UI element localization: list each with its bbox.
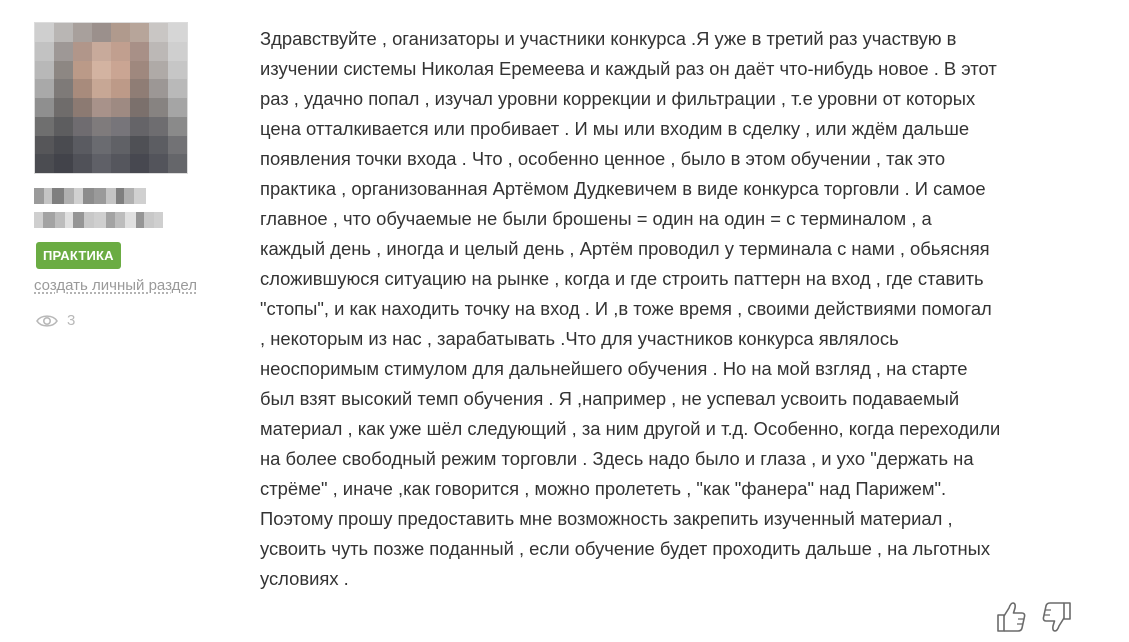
post-line: цена отталкивается или пробивает . И мы или входим в сделку , или ждём дальше	[260, 118, 970, 139]
avatar-pixel	[54, 42, 73, 61]
like-button[interactable]	[994, 600, 1028, 634]
avatar-pixel	[35, 61, 54, 80]
name-pixel	[116, 188, 124, 204]
avatar-pixel	[73, 23, 92, 42]
thumbs-down-icon	[1040, 600, 1074, 634]
avatar-pixel	[168, 98, 187, 117]
thumbs-up-icon	[994, 600, 1028, 634]
author-name-pixelated[interactable]	[34, 188, 146, 204]
post-line: был взят высокий темп обучения . Я ,например , не успевал усвоить подаваемый	[260, 388, 960, 409]
avatar-pixel	[111, 79, 130, 98]
name-pixel	[106, 188, 116, 204]
avatar-pixel	[111, 154, 130, 173]
avatar-pixel	[149, 42, 168, 61]
avatar-pixel	[54, 117, 73, 136]
avatar-pixel	[73, 136, 92, 155]
avatar-pixel	[168, 79, 187, 98]
avatar-pixel	[168, 117, 187, 136]
avatar-pixel	[130, 98, 149, 117]
avatar-pixel	[35, 42, 54, 61]
name-pixel	[134, 188, 146, 204]
dislike-button[interactable]	[1040, 600, 1074, 634]
pixelated-avatar-image	[35, 23, 187, 173]
name-pixel	[136, 212, 144, 228]
name-pixel	[106, 212, 115, 228]
avatar-pixel	[111, 98, 130, 117]
post-line: материал , как уже шёл следующий , за ним другой и т.д. Особенно, когда переходили	[260, 418, 1001, 439]
avatar-pixel	[35, 23, 54, 42]
post-line: "стопы", и как находить точку на вход . И ,в тоже время , своими действиями помогал	[260, 298, 992, 319]
create-personal-section-link[interactable]: создать личный раздел	[34, 277, 197, 294]
post-line: стрёме" , иначе ,как говорится , можно пролететь , "как "фанера" над Парижем".	[260, 478, 947, 499]
avatar-pixel	[73, 117, 92, 136]
views-count: 3	[67, 312, 76, 329]
name-pixel	[125, 212, 136, 228]
avatar-pixel	[92, 23, 111, 42]
avatar-pixel	[54, 61, 73, 80]
avatar-pixel	[92, 117, 111, 136]
name-pixel	[144, 212, 154, 228]
name-pixel	[115, 212, 125, 228]
post-line: каждый день , иногда и целый день , Артём проводил у терминала с нами , обьясняя	[260, 238, 990, 259]
author-info-pixelated	[34, 212, 163, 228]
avatar-pixel	[149, 136, 168, 155]
avatar-pixel	[168, 42, 187, 61]
post-line: сложившуюся ситуацию на рынке , когда и где строить паттерн на вход , где ставить	[260, 268, 984, 289]
avatar-pixel	[73, 154, 92, 173]
name-pixel	[94, 188, 106, 204]
avatar-pixel	[73, 98, 92, 117]
avatar-pixel	[92, 154, 111, 173]
avatar-pixel	[130, 42, 149, 61]
avatar-pixel	[130, 154, 149, 173]
avatar-pixel	[54, 98, 73, 117]
avatar-pixel	[92, 61, 111, 80]
avatar-pixel	[149, 154, 168, 173]
avatar-pixel	[54, 154, 73, 173]
post-line: неоспоримым стимулом для дальнейшего обучения . Но на мой взгляд , на старте	[260, 358, 968, 379]
avatar-pixel	[168, 136, 187, 155]
post-line: усвоить чуть позже поданный , если обучение будет проходить дальше , на льготных	[260, 538, 991, 559]
avatar-pixel	[111, 117, 130, 136]
avatar-pixel	[130, 23, 149, 42]
avatar-pixel	[111, 23, 130, 42]
post-line: главное , что обучаемые не были брошены = один на один = с терминалом , а	[260, 208, 932, 229]
post-line: практика , организованная Артёмом Дудкевичем в виде конкурса торговли . И самое	[260, 178, 986, 199]
name-pixel	[52, 188, 64, 204]
post-line: изучении системы Николая Еремеева и каждый раз он даёт что-нибудь новое . В этот	[260, 58, 997, 79]
avatar[interactable]	[34, 22, 188, 174]
avatar-pixel	[149, 23, 168, 42]
name-pixel	[65, 212, 73, 228]
avatar-pixel	[168, 61, 187, 80]
name-pixel	[73, 212, 84, 228]
name-pixel	[94, 212, 106, 228]
avatar-pixel	[149, 79, 168, 98]
post-line: , некоторым из нас , зарабатывать .Что для участников конкурса являлось	[260, 328, 899, 349]
status-badge: ПРАКТИКА	[36, 242, 121, 269]
avatar-pixel	[111, 61, 130, 80]
post-line: условиях .	[260, 568, 349, 589]
avatar-pixel	[149, 61, 168, 80]
avatar-pixel	[168, 154, 187, 173]
name-pixel	[44, 188, 52, 204]
avatar-pixel	[92, 136, 111, 155]
avatar-pixel	[35, 117, 54, 136]
name-pixel	[83, 188, 94, 204]
avatar-pixel	[73, 79, 92, 98]
avatar-pixel	[130, 79, 149, 98]
avatar-pixel	[35, 79, 54, 98]
avatar-pixel	[130, 117, 149, 136]
post-body	[260, 24, 1120, 594]
avatar-pixel	[54, 23, 73, 42]
name-pixel	[74, 188, 83, 204]
name-pixel	[43, 212, 55, 228]
name-pixel	[34, 188, 44, 204]
avatar-pixel	[92, 79, 111, 98]
avatar-pixel	[168, 23, 187, 42]
avatar-pixel	[149, 98, 168, 117]
post-line: Поэтому прошу предоставить мне возможность закрепить изученный материал ,	[260, 508, 953, 529]
avatar-pixel	[130, 61, 149, 80]
avatar-pixel	[73, 61, 92, 80]
avatar-pixel	[35, 154, 54, 173]
post-line: на более свободный режим торговли . Здесь надо было и глаза , и ухо "держать на	[260, 448, 974, 469]
avatar-pixel	[111, 136, 130, 155]
avatar-pixel	[111, 42, 130, 61]
avatar-pixel	[35, 136, 54, 155]
name-pixel	[34, 212, 43, 228]
avatar-pixel	[130, 136, 149, 155]
avatar-pixel	[73, 42, 92, 61]
eye-icon	[36, 314, 58, 328]
name-pixel	[55, 212, 65, 228]
name-pixel	[124, 188, 134, 204]
avatar-pixel	[92, 98, 111, 117]
avatar-pixel	[35, 98, 54, 117]
avatar-pixel	[92, 42, 111, 61]
avatar-pixel	[149, 117, 168, 136]
post-line: Здравствуйте , оганизаторы и участники конкурса .Я уже в третий раз участвую в	[260, 28, 957, 49]
avatar-pixel	[54, 136, 73, 155]
views-counter	[36, 312, 75, 329]
name-pixel	[84, 212, 94, 228]
name-pixel	[154, 212, 163, 228]
post-line: раз , удачно попал , изучал уровни коррекции и фильтрации , т.е уровни от которых	[260, 88, 976, 109]
avatar-pixel	[54, 79, 73, 98]
name-pixel	[64, 188, 74, 204]
post-line: появления точки входа . Что , особенно ценное , было в этом обучении , так это	[260, 148, 946, 169]
